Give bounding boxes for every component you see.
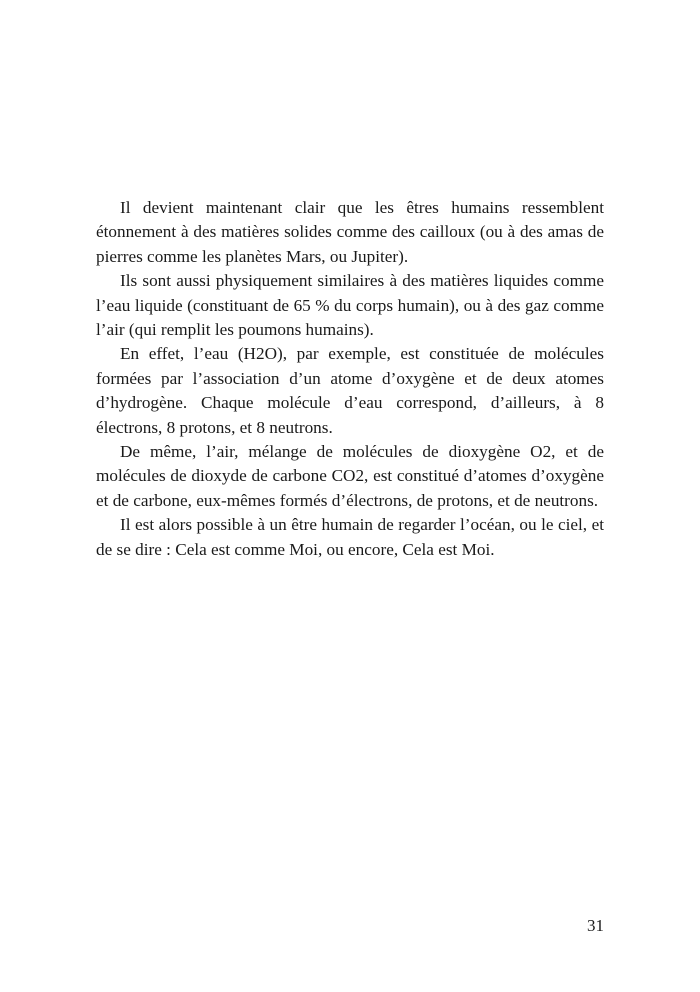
body-text <box>96 196 604 562</box>
paragraph: De même, l’air, mélange de molécules de dioxygène O2, et de molécules de dioxyde de carbone CO2, est constitué d’atomes d’oxygène et de carbone, eux-mêmes formés d’électrons, de protons, et de neutrons. <box>96 442 604 510</box>
paragraph: Il est alors possible à un être humain de regarder l’océan, ou le ciel, et de se dire : Cela est comme Moi, ou encore, Cela est Moi. <box>96 515 604 559</box>
paragraph: En effet, l’eau (H2O), par exemple, est constituée de molécules formées par l’association d’un atome d’oxygène et de deux atomes d’hydrogène. Chaque molécule d’eau correspond, d’ailleurs, à 8 électrons, 8 protons, et 8 neutrons. <box>96 344 604 437</box>
page-number: 31 <box>587 916 604 935</box>
paragraph: Il devient maintenant clair que les êtres humains ressemblent étonnement à des matières solides comme des cailloux (ou à des amas de pierres comme les planètes Mars, ou Jupiter). <box>96 198 604 266</box>
paragraph: Ils sont aussi physiquement similaires à des matières liquides comme l’eau liquide (constituant de 65 % du corps humain), ou à des gaz comme l’air (qui remplit les poumons humains). <box>96 271 604 340</box>
